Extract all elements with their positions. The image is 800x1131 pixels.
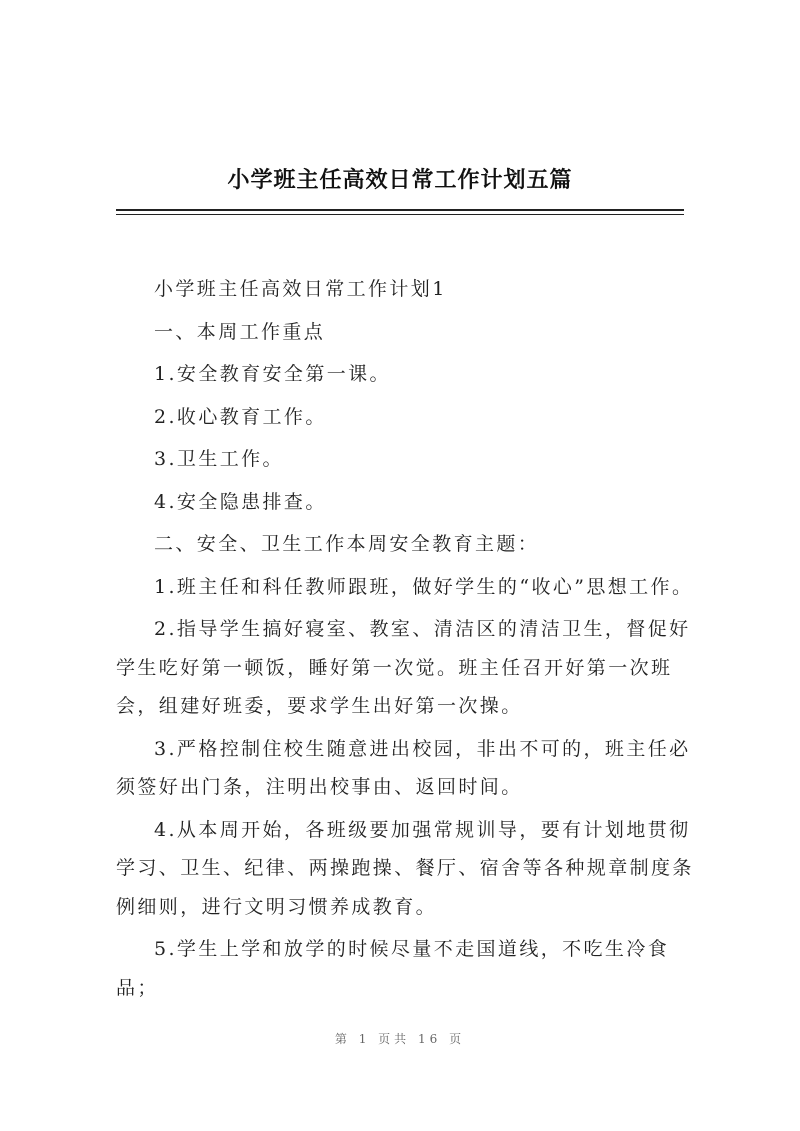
paragraph-item: 1.班主任和科任教师跟班，做好学生的“收心”思想工作。 [154,575,694,598]
paragraph-item: 2.收心教育工作。 [154,405,327,428]
title-rule-thin [116,214,684,215]
document-body [116,270,709,1011]
document-title: 小学班主任高效日常工作计划五篇 [227,167,573,193]
paragraph-heading-2: 二、安全、卫生工作本周安全教育主题： [154,533,540,555]
page-number-footer: 第 1 页共 16 页 [334,1032,466,1046]
paragraph-item: 2.指导学生搞好寝室、教室、清洁区的清洁卫生，督促好学生吃好第一顿饭，睡好第一次觉。班主任召开好第一次班会，组建好班委，要求学生出好第一次操。 [116,618,691,717]
paragraph-heading-1: 一、本周工作重点 [154,320,326,343]
paragraph-item: 3.卫生工作。 [154,448,284,470]
paragraph-item: 3.严格控制住校生随意进出校园，非出不可的，班主任必须签好出门条，注明出校事由、返回时间。 [116,737,691,798]
title-rule-thick [116,209,684,211]
paragraph-item: 1.安全教育安全第一课。 [154,363,391,385]
paragraph-item: 5.学生上学和放学的时候尽量不走国道线，不吃生冷食品； [116,938,670,999]
paragraph-item: 4.安全隐患排查。 [154,490,327,513]
paragraph-item: 4.从本周开始，各班级要加强常规训导，要有计划地贯彻学习、卫生、纪律、两操跑操、餐厅、宿舍等各种规章制度条例细则，进行文明习惯养成教育。 [116,818,694,918]
paragraph-subtitle: 小学班主任高效日常工作计划1 [154,278,447,300]
